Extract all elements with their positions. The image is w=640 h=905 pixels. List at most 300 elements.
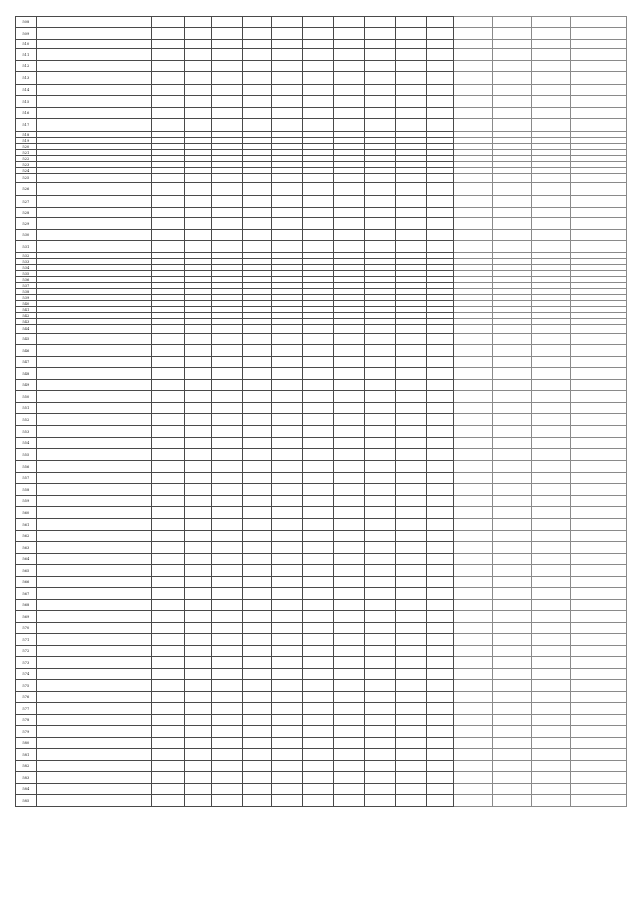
- empty-cell: [492, 634, 531, 646]
- empty-cell: [492, 761, 531, 772]
- table-row: [16, 531, 627, 542]
- table-row: [16, 646, 627, 657]
- address-cell: [36, 484, 152, 496]
- row-number-cell: 565: [16, 565, 37, 577]
- value-cell: [152, 119, 185, 132]
- value-cell: [152, 531, 185, 542]
- value-cell: [271, 241, 302, 253]
- row-number-cell: 551: [16, 403, 37, 414]
- empty-cell: [492, 345, 531, 357]
- table-row: [16, 795, 627, 807]
- value-cell: [302, 208, 333, 218]
- empty-cell: [571, 577, 627, 588]
- value-cell: [302, 345, 333, 357]
- value-cell: [302, 565, 333, 577]
- value-cell: [333, 669, 364, 680]
- value-cell: [243, 391, 272, 403]
- row-number-cell: 579: [16, 726, 37, 738]
- empty-cell: [571, 680, 627, 692]
- row-number-cell: 578: [16, 715, 37, 726]
- value-cell: [426, 577, 453, 588]
- value-cell: [426, 414, 453, 426]
- value-cell: [302, 218, 333, 230]
- value-cell: [152, 623, 185, 634]
- value-cell: [426, 426, 453, 438]
- value-cell: [152, 380, 185, 391]
- empty-cell: [531, 577, 570, 588]
- value-cell: [364, 391, 395, 403]
- value-cell: [185, 196, 212, 208]
- value-cell: [302, 357, 333, 368]
- value-cell: [426, 646, 453, 657]
- table-row: [16, 542, 627, 554]
- value-cell: [395, 28, 426, 40]
- empty-cell: [571, 403, 627, 414]
- value-cell: [152, 61, 185, 72]
- row-number-cell: 513: [16, 72, 37, 85]
- row-number-cell: 562: [16, 531, 37, 542]
- value-cell: [364, 565, 395, 577]
- value-cell: [243, 657, 272, 669]
- empty-cell: [492, 196, 531, 208]
- value-cell: [364, 726, 395, 738]
- data-table: [15, 16, 627, 807]
- empty-cell: [571, 600, 627, 611]
- value-cell: [364, 461, 395, 473]
- value-cell: [243, 208, 272, 218]
- table-row: [16, 96, 627, 108]
- value-cell: [426, 519, 453, 531]
- table-row: [16, 108, 627, 119]
- value-cell: [426, 28, 453, 40]
- empty-cell: [531, 507, 570, 519]
- value-cell: [152, 208, 185, 218]
- value-cell: [243, 565, 272, 577]
- value-cell: [333, 772, 364, 784]
- table-row: [16, 657, 627, 669]
- value-cell: [185, 426, 212, 438]
- value-cell: [426, 208, 453, 218]
- value-cell: [333, 496, 364, 507]
- value-cell: [333, 519, 364, 531]
- value-cell: [426, 61, 453, 72]
- value-cell: [152, 657, 185, 669]
- empty-cell: [571, 345, 627, 357]
- value-cell: [364, 357, 395, 368]
- value-cell: [333, 484, 364, 496]
- document-page: [15, 2, 627, 807]
- value-cell: [271, 414, 302, 426]
- value-cell: [243, 795, 272, 807]
- row-number-cell: 518: [16, 132, 37, 138]
- value-cell: [302, 449, 333, 461]
- value-cell: [302, 772, 333, 784]
- value-cell: [185, 49, 212, 61]
- value-cell: [302, 680, 333, 692]
- table-row: [16, 634, 627, 646]
- empty-cell: [492, 438, 531, 449]
- value-cell: [333, 761, 364, 772]
- empty-cell: [531, 17, 570, 28]
- value-cell: [212, 680, 243, 692]
- row-number-cell: 567: [16, 588, 37, 600]
- value-cell: [212, 380, 243, 391]
- row-number-cell: 556: [16, 461, 37, 473]
- empty-cell: [531, 49, 570, 61]
- table-row: [16, 334, 627, 345]
- empty-cell: [492, 484, 531, 496]
- value-cell: [185, 403, 212, 414]
- value-cell: [333, 565, 364, 577]
- value-cell: [302, 473, 333, 484]
- empty-cell: [453, 208, 492, 218]
- value-cell: [152, 692, 185, 703]
- empty-cell: [492, 738, 531, 749]
- value-cell: [152, 761, 185, 772]
- value-cell: [243, 496, 272, 507]
- value-cell: [243, 196, 272, 208]
- value-cell: [243, 96, 272, 108]
- table-row: [16, 357, 627, 368]
- empty-cell: [571, 749, 627, 761]
- empty-cell: [453, 519, 492, 531]
- value-cell: [212, 531, 243, 542]
- row-number-cell: 570: [16, 623, 37, 634]
- value-cell: [243, 85, 272, 96]
- row-number-cell: 572: [16, 646, 37, 657]
- value-cell: [212, 61, 243, 72]
- value-cell: [426, 692, 453, 703]
- value-cell: [364, 611, 395, 623]
- empty-cell: [531, 414, 570, 426]
- value-cell: [333, 28, 364, 40]
- empty-cell: [492, 357, 531, 368]
- value-cell: [212, 761, 243, 772]
- value-cell: [333, 692, 364, 703]
- value-cell: [333, 334, 364, 345]
- value-cell: [395, 345, 426, 357]
- value-cell: [333, 738, 364, 749]
- value-cell: [185, 657, 212, 669]
- value-cell: [302, 726, 333, 738]
- row-number-cell: 517: [16, 119, 37, 132]
- row-number-cell: 531: [16, 241, 37, 253]
- value-cell: [152, 426, 185, 438]
- value-cell: [271, 600, 302, 611]
- value-cell: [152, 72, 185, 85]
- empty-cell: [492, 40, 531, 49]
- empty-cell: [453, 461, 492, 473]
- value-cell: [395, 554, 426, 565]
- empty-cell: [492, 108, 531, 119]
- row-number-cell: 533: [16, 259, 37, 265]
- empty-cell: [492, 208, 531, 218]
- value-cell: [395, 761, 426, 772]
- row-number-cell: 538: [16, 289, 37, 295]
- empty-cell: [453, 623, 492, 634]
- empty-cell: [571, 40, 627, 49]
- value-cell: [271, 657, 302, 669]
- address-cell: [36, 426, 152, 438]
- empty-cell: [531, 692, 570, 703]
- row-number-cell: 543: [16, 319, 37, 325]
- address-cell: [36, 646, 152, 657]
- value-cell: [364, 484, 395, 496]
- value-cell: [185, 230, 212, 241]
- value-cell: [395, 208, 426, 218]
- row-number-cell: 546: [16, 345, 37, 357]
- row-number-cell: 541: [16, 307, 37, 313]
- empty-cell: [571, 17, 627, 28]
- value-cell: [426, 96, 453, 108]
- value-cell: [212, 403, 243, 414]
- empty-cell: [531, 345, 570, 357]
- empty-cell: [453, 449, 492, 461]
- empty-cell: [571, 357, 627, 368]
- row-number-cell: 539: [16, 295, 37, 301]
- value-cell: [364, 715, 395, 726]
- address-cell: [36, 795, 152, 807]
- empty-cell: [571, 380, 627, 391]
- value-cell: [212, 85, 243, 96]
- value-cell: [302, 380, 333, 391]
- value-cell: [152, 565, 185, 577]
- value-cell: [395, 715, 426, 726]
- table-row: [16, 519, 627, 531]
- row-number-cell: 542: [16, 313, 37, 319]
- value-cell: [302, 646, 333, 657]
- value-cell: [185, 438, 212, 449]
- empty-cell: [531, 449, 570, 461]
- address-cell: [36, 623, 152, 634]
- value-cell: [271, 623, 302, 634]
- address-cell: [36, 715, 152, 726]
- empty-cell: [571, 623, 627, 634]
- value-cell: [364, 61, 395, 72]
- value-cell: [212, 461, 243, 473]
- value-cell: [152, 496, 185, 507]
- value-cell: [364, 174, 395, 183]
- value-cell: [302, 403, 333, 414]
- empty-cell: [492, 174, 531, 183]
- value-cell: [152, 449, 185, 461]
- row-number-cell: 534: [16, 265, 37, 271]
- value-cell: [152, 85, 185, 96]
- empty-cell: [492, 61, 531, 72]
- value-cell: [152, 357, 185, 368]
- table-row: [16, 703, 627, 715]
- value-cell: [152, 218, 185, 230]
- value-cell: [333, 183, 364, 196]
- value-cell: [333, 703, 364, 715]
- value-cell: [333, 749, 364, 761]
- empty-cell: [453, 183, 492, 196]
- empty-cell: [531, 391, 570, 403]
- value-cell: [364, 40, 395, 49]
- value-cell: [333, 96, 364, 108]
- value-cell: [333, 715, 364, 726]
- empty-cell: [453, 28, 492, 40]
- row-number-cell: 553: [16, 426, 37, 438]
- value-cell: [364, 703, 395, 715]
- value-cell: [271, 577, 302, 588]
- value-cell: [243, 680, 272, 692]
- value-cell: [364, 738, 395, 749]
- value-cell: [395, 772, 426, 784]
- value-cell: [271, 196, 302, 208]
- address-cell: [36, 368, 152, 380]
- value-cell: [302, 692, 333, 703]
- table-row: [16, 414, 627, 426]
- value-cell: [364, 531, 395, 542]
- table-row: [16, 715, 627, 726]
- value-cell: [426, 484, 453, 496]
- empty-cell: [571, 634, 627, 646]
- value-cell: [271, 611, 302, 623]
- value-cell: [395, 738, 426, 749]
- value-cell: [185, 726, 212, 738]
- value-cell: [243, 426, 272, 438]
- empty-cell: [453, 334, 492, 345]
- table-row: [16, 40, 627, 49]
- empty-cell: [492, 611, 531, 623]
- row-number-cell: 527: [16, 196, 37, 208]
- value-cell: [185, 61, 212, 72]
- value-cell: [333, 600, 364, 611]
- value-cell: [243, 345, 272, 357]
- value-cell: [152, 368, 185, 380]
- value-cell: [333, 345, 364, 357]
- value-cell: [271, 449, 302, 461]
- value-cell: [302, 519, 333, 531]
- empty-cell: [571, 391, 627, 403]
- value-cell: [364, 96, 395, 108]
- address-cell: [36, 657, 152, 669]
- value-cell: [212, 588, 243, 600]
- value-cell: [364, 646, 395, 657]
- value-cell: [426, 634, 453, 646]
- table-row: [16, 588, 627, 600]
- value-cell: [364, 600, 395, 611]
- value-cell: [271, 174, 302, 183]
- value-cell: [302, 738, 333, 749]
- table-row: [16, 600, 627, 611]
- address-cell: [36, 772, 152, 784]
- row-number-cell: 573: [16, 657, 37, 669]
- value-cell: [426, 726, 453, 738]
- empty-cell: [531, 218, 570, 230]
- address-cell: [36, 461, 152, 473]
- value-cell: [185, 391, 212, 403]
- empty-cell: [531, 669, 570, 680]
- value-cell: [395, 119, 426, 132]
- value-cell: [212, 554, 243, 565]
- value-cell: [302, 703, 333, 715]
- value-cell: [243, 726, 272, 738]
- empty-cell: [492, 554, 531, 565]
- value-cell: [302, 496, 333, 507]
- value-cell: [333, 414, 364, 426]
- address-cell: [36, 449, 152, 461]
- value-cell: [243, 646, 272, 657]
- empty-cell: [571, 334, 627, 345]
- value-cell: [395, 692, 426, 703]
- value-cell: [302, 426, 333, 438]
- empty-cell: [492, 600, 531, 611]
- address-cell: [36, 208, 152, 218]
- table-row: [16, 426, 627, 438]
- value-cell: [185, 28, 212, 40]
- value-cell: [271, 368, 302, 380]
- value-cell: [395, 403, 426, 414]
- empty-cell: [571, 218, 627, 230]
- empty-cell: [531, 85, 570, 96]
- empty-cell: [531, 784, 570, 795]
- value-cell: [185, 634, 212, 646]
- row-number-cell: 564: [16, 554, 37, 565]
- value-cell: [243, 623, 272, 634]
- value-cell: [152, 680, 185, 692]
- value-cell: [271, 646, 302, 657]
- row-number-cell: 523: [16, 162, 37, 168]
- table-row: [16, 345, 627, 357]
- address-cell: [36, 496, 152, 507]
- value-cell: [152, 334, 185, 345]
- empty-cell: [492, 519, 531, 531]
- value-cell: [271, 565, 302, 577]
- value-cell: [243, 715, 272, 726]
- empty-cell: [531, 519, 570, 531]
- value-cell: [395, 484, 426, 496]
- value-cell: [364, 749, 395, 761]
- empty-cell: [492, 577, 531, 588]
- value-cell: [426, 657, 453, 669]
- value-cell: [271, 795, 302, 807]
- value-cell: [152, 391, 185, 403]
- value-cell: [364, 554, 395, 565]
- value-cell: [395, 426, 426, 438]
- table-row: [16, 554, 627, 565]
- value-cell: [212, 484, 243, 496]
- table-row: [16, 17, 627, 28]
- row-number-cell: 519: [16, 138, 37, 144]
- empty-cell: [492, 657, 531, 669]
- row-number-cell: 521: [16, 150, 37, 156]
- value-cell: [302, 531, 333, 542]
- value-cell: [185, 96, 212, 108]
- value-cell: [395, 40, 426, 49]
- value-cell: [185, 680, 212, 692]
- address-cell: [36, 108, 152, 119]
- empty-cell: [571, 519, 627, 531]
- value-cell: [271, 438, 302, 449]
- empty-cell: [453, 772, 492, 784]
- value-cell: [243, 72, 272, 85]
- value-cell: [395, 391, 426, 403]
- value-cell: [185, 484, 212, 496]
- empty-cell: [531, 795, 570, 807]
- address-cell: [36, 703, 152, 715]
- value-cell: [271, 72, 302, 85]
- value-cell: [152, 669, 185, 680]
- value-cell: [302, 414, 333, 426]
- empty-cell: [571, 461, 627, 473]
- value-cell: [364, 657, 395, 669]
- value-cell: [271, 380, 302, 391]
- table-row: [16, 218, 627, 230]
- value-cell: [212, 391, 243, 403]
- empty-cell: [492, 496, 531, 507]
